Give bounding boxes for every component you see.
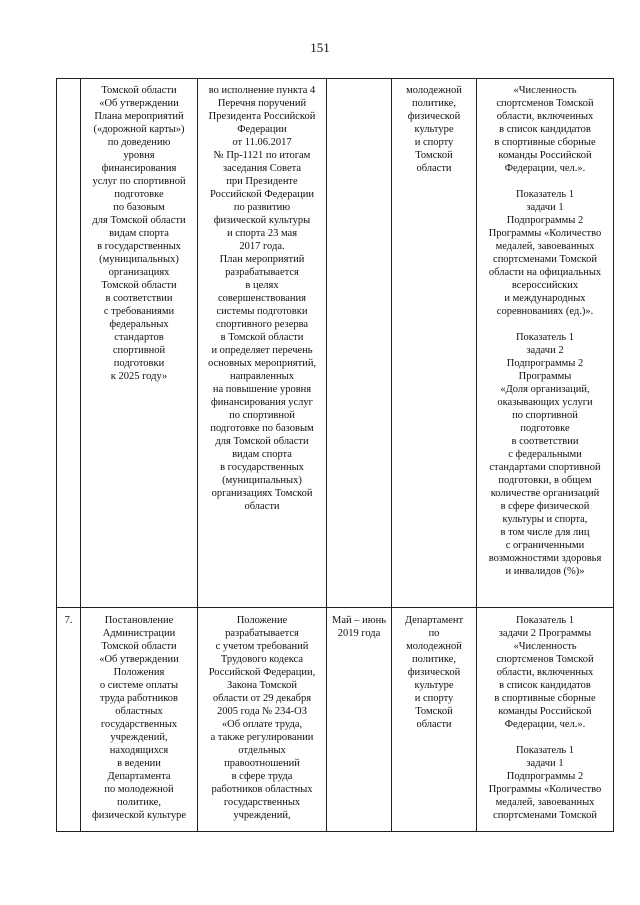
indicator-text: Показатель 1 задачи 2 Подпрограммы 2 Программы «Доля организаций, оказывающих услуги по спортивной подготовке в соответствии с федеральными стандартами спортивной подготовки, в общем количестве организаций в сфере физической культуры и спорта, в том числе для лиц с ограниченными возможностями здоровья и инвалидов (%)» <box>488 332 602 577</box>
term-cell: Май – июнь 2019 года <box>327 608 392 832</box>
row-number-cell <box>57 79 81 608</box>
table-row <box>57 608 614 832</box>
indicators-cell <box>477 79 614 608</box>
indicator-text: «Численность спортсменов Томской области, включенных в список кандидатов в спортивные сборные команды Российской Федерации, чел.». <box>494 85 596 174</box>
executor-cell: Департамент по молодежной политике, физической культуре и спорту Томской области <box>392 608 477 832</box>
measures-table <box>56 78 614 832</box>
indicator-text: Показатель 1 задачи 2 Программы «Численность спортсменов Томской области, включенных в список кандидатов в спортивные сборные команды Российской Федерации, чел.». <box>494 615 596 730</box>
indicator-text: Показатель 1 задачи 1 Подпрограммы 2 Программы «Количество медалей, завоеванных спортсменами Томской области на официальных всероссийских и международных соревнованиях (ед.)». <box>488 189 602 317</box>
document-title-cell: Постановление Администрации Томской области «Об утверждении Положения о системе оплаты труда работников областных государственных учреждений, находящихся в ведении Департамента по молодежной политике, физической культуре <box>81 608 198 832</box>
document-title-cell: Томской области «Об утверждении Плана мероприятий («дорожной карты») по доведению уровня финансирования услуг по спортивной подготовке по базовым для Томской области видам спорта в государственных (муниципальных) организациях Томской области в соответствии с требованиями федеральных стандартов спортивной подготовки к 2025 году» <box>81 79 198 608</box>
description-cell: во исполнение пункта 4 Перечня поручений Президента Российской Федерации от 11.06.2017 № Пр-1121 по итогам заседания Совета при Президенте Российской Федерации по развитию физической культуры и спорта 23 мая 2017 года. План мероприятий разрабатывается в целях совершенствования системы подготовки спортивного резерва в Томской области и определяет перечень основных мероприятий, направленных на повышение уровня финансирования услуг по спортивной подготовке по базовым для Томской области видам спорта в государственных (муниципальных) организациях Томской области <box>198 79 327 608</box>
term-cell <box>327 79 392 608</box>
description-cell: Положение разрабатывается с учетом требований Трудового кодекса Российской Федерации, Закона Томской области от 29 декабря 2005 года № 234-ОЗ «Об оплате труда, а также регулировании отдельных правоотношений в сфере труда работников областных государственных учреждений, <box>198 608 327 832</box>
indicator-text: Показатель 1 задачи 1 Подпрограммы 2 Программы «Количество медалей, завоеванных спортсменами Томской <box>488 745 602 821</box>
page-number: 151 <box>310 40 330 55</box>
indicators-cell <box>477 608 614 832</box>
executor-cell: молодежной политике, физической культуре и спорту Томской области <box>392 79 477 608</box>
table-row <box>57 79 614 608</box>
row-number-cell: 7. <box>57 608 81 832</box>
